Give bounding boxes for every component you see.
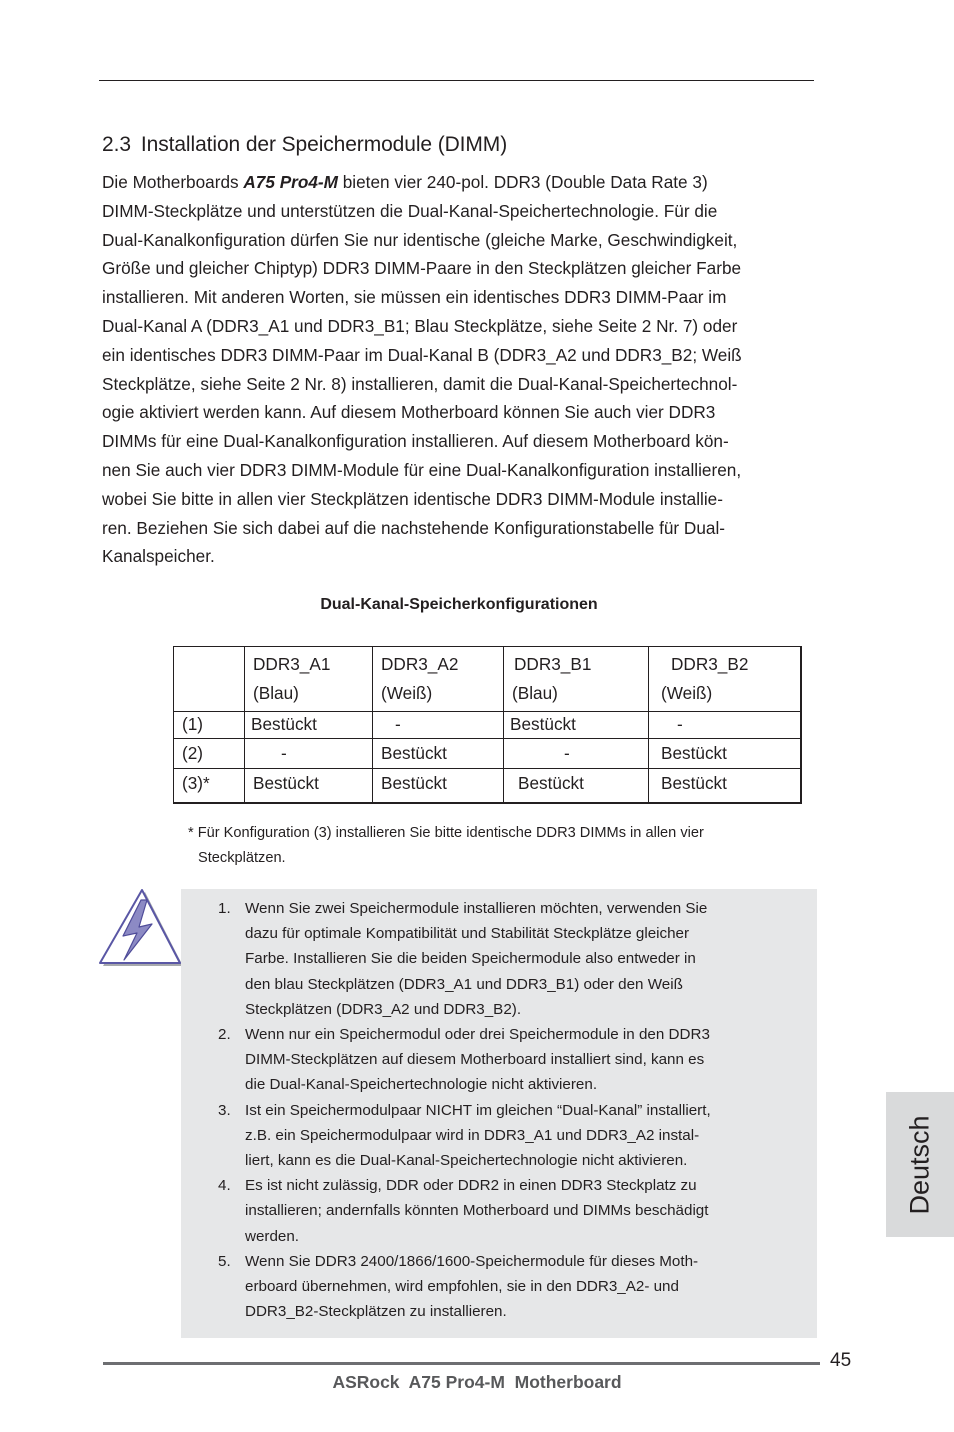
intro-line: Steckplätze, siehe Seite 2 Nr. 8) installieren, damit die Dual-Kanal-Speichertechnol- [102,373,738,394]
note-number: 3. [218,1101,231,1119]
note-line: den blau Steckplätzen (DDR3_A1 und DDR3_B1) oder den Weiß [245,975,683,993]
intro-paragraph [102,168,832,571]
table-cell: - [649,712,801,739]
table-cell: Bestückt [504,712,649,739]
note-item [218,1173,778,1249]
note-line: Wenn nur ein Speichermodul oder drei Speichermodule in den DDR3 [245,1026,710,1044]
table-row [174,712,801,739]
note-line: Farbe. Installieren Sie die beiden Speichermodule also entweder in [245,950,696,968]
table-header-cell [373,647,504,712]
table-cell: Bestückt [373,739,504,769]
note-number: 4. [218,1177,231,1195]
section-number: 2.3 [102,133,131,156]
table-row [174,769,801,804]
table-cell: - [245,739,373,769]
top-rule [99,80,814,81]
note-number: 1. [218,900,231,917]
note-line: z.B. ein Speichermodulpaar wird in DDR3_A1 und DDR3_A2 instal- [245,1126,700,1144]
intro-line [102,168,832,197]
intro-line: ogie aktiviert werden kann. Auf diesem Motherboard können Sie auch vier DDR3 [102,402,716,423]
table-cell: - [504,739,649,769]
table-header-row [174,647,801,712]
note-line: Wenn Sie DDR3 2400/1866/1600-Speichermodule für dieses Moth- [245,1252,699,1270]
table-cell: Bestückt [373,769,504,804]
slot-name: DDR3_B1 [514,654,592,674]
slot-color: (Weiß) [381,683,433,703]
table-header-cell [245,647,373,712]
note-line: Steckplätzen (DDR3_A2 und DDR3_B2). [245,1000,522,1018]
notes-list [218,896,778,1324]
table-cell: - [373,712,504,739]
slot-color: (Weiß) [661,683,713,703]
intro-line: wobei Sie bitte in allen vier Steckplätzen identische DDR3 DIMM-Module installie- [102,488,723,509]
intro-line: DIMM-Steckplätze und unterstützen die Dual-Kanal-Speichertechnologie. Für die [102,200,718,221]
note-line: liert, kann es die Dual-Kanal-Speichertechnologie nicht aktivieren. [245,1152,688,1170]
note-item [218,1249,778,1325]
warning-lightning-icon [97,886,183,972]
intro-line: Kanalspeicher. [102,546,215,567]
intro-line: ren. Beziehen Sie sich dabei auf die nachstehende Konfigurationstabelle für Dual- [102,517,725,538]
table-cell: Bestückt [649,739,801,769]
intro-line: ein identisches DDR3 DIMM-Paar im Dual-Kanal B (DDR3_A2 und DDR3_B2; Weiß [102,344,742,365]
dual-channel-config-table [173,646,802,804]
model-name: A75 Pro4-M [243,172,338,192]
table-cell: Bestückt [245,769,373,804]
row-label: (3)* [174,769,245,804]
row-label: (2) [174,739,245,769]
note-line: dazu für optimale Kompatibilität und Stabilität Steckplätze gleicher [245,925,690,943]
note-number: 2. [218,1026,231,1044]
intro-line: installieren. Mit anderen Worten, sie müssen ein identisches DDR3 DIMM-Paar im [102,287,727,308]
note-line: Ist ein Speichermodulpaar NICHT im gleichen “Dual-Kanal” installiert, [245,1101,711,1119]
table-footnote [188,821,704,871]
note-item [218,1022,778,1098]
table-header-cell [504,647,649,712]
slot-name: DDR3_A2 [381,654,459,674]
language-side-tab [886,1092,954,1237]
footnote-line: * Für Konfiguration (3) installieren Sie bitte identische DDR3 DIMMs in allen vier [188,825,704,841]
table-header-cell [649,647,801,712]
slot-color: (Blau) [512,683,558,703]
footnote-line: Steckplätzen. [198,850,286,866]
note-line: installieren; andernfalls könnten Motherboard und DIMMs beschädigt [245,1202,709,1220]
note-line: DIMM-Steckplätzen auf diesem Motherboard installiert sind, kann es [245,1051,705,1069]
note-line: werden. [245,1227,300,1245]
table-title: Dual-Kanal-Speicherkonfigurationen [320,596,598,613]
slot-name: DDR3_A1 [253,654,331,674]
table-cell: Bestückt [504,769,649,804]
intro-line: DIMMs für eine Dual-Kanalkonfiguration installieren. Auf diesem Motherboard kön- [102,431,729,452]
note-line: die Dual-Kanal-Speichertechnologie nicht aktivieren. [245,1076,598,1094]
intro-text: bieten vier 240-pol. DDR3 (Double Data Rate 3) [337,172,708,192]
intro-line: Größe und gleicher Chiptyp) DDR3 DIMM-Paare in den Steckplätzen gleicher Farbe [102,258,742,279]
note-line: DDR3_B2-Steckplätzen zu installieren. [245,1303,507,1321]
intro-line: Dual-Kanal A (DDR3_A1 und DDR3_B1; Blau Steckplätze, siehe Seite 2 Nr. 7) oder [102,315,738,336]
table-row [174,739,801,769]
note-line: Wenn Sie zwei Speichermodule installieren möchten, verwenden Sie [245,900,708,917]
table-corner-cell [174,647,245,712]
bottom-rule [103,1362,820,1365]
slot-name: DDR3_B2 [671,654,749,674]
intro-text: Die Motherboards [102,172,244,192]
note-number: 5. [218,1252,231,1270]
slot-color: (Blau) [253,683,299,703]
note-line: erboard übernehmen, wird empfohlen, sie in den DDR3_A2- und [245,1278,679,1296]
section-title: Installation der Speichermodule (DIMM) [140,133,508,156]
note-item [218,1098,778,1174]
table-cell: Bestückt [649,769,801,804]
page-number: 45 [830,1350,852,1371]
note-line: Es ist nicht zulässig, DDR oder DDR2 in einen DDR3 Steckplatz zu [245,1177,697,1195]
section-heading [102,133,507,157]
language-label: Deutsch [904,1114,935,1215]
intro-line: nen Sie auch vier DDR3 DIMM-Module für eine Dual-Kanalkonfiguration installieren, [102,459,742,480]
note-item [218,896,778,1022]
intro-line: Dual-Kanalkonfiguration dürfen Sie nur identische (gleiche Marke, Geschwindigkeit, [102,229,738,250]
footer-title: ASRock A75 Pro4-M Motherboard [332,1372,622,1392]
table-cell: Bestückt [245,712,373,739]
row-label: (1) [174,712,245,739]
